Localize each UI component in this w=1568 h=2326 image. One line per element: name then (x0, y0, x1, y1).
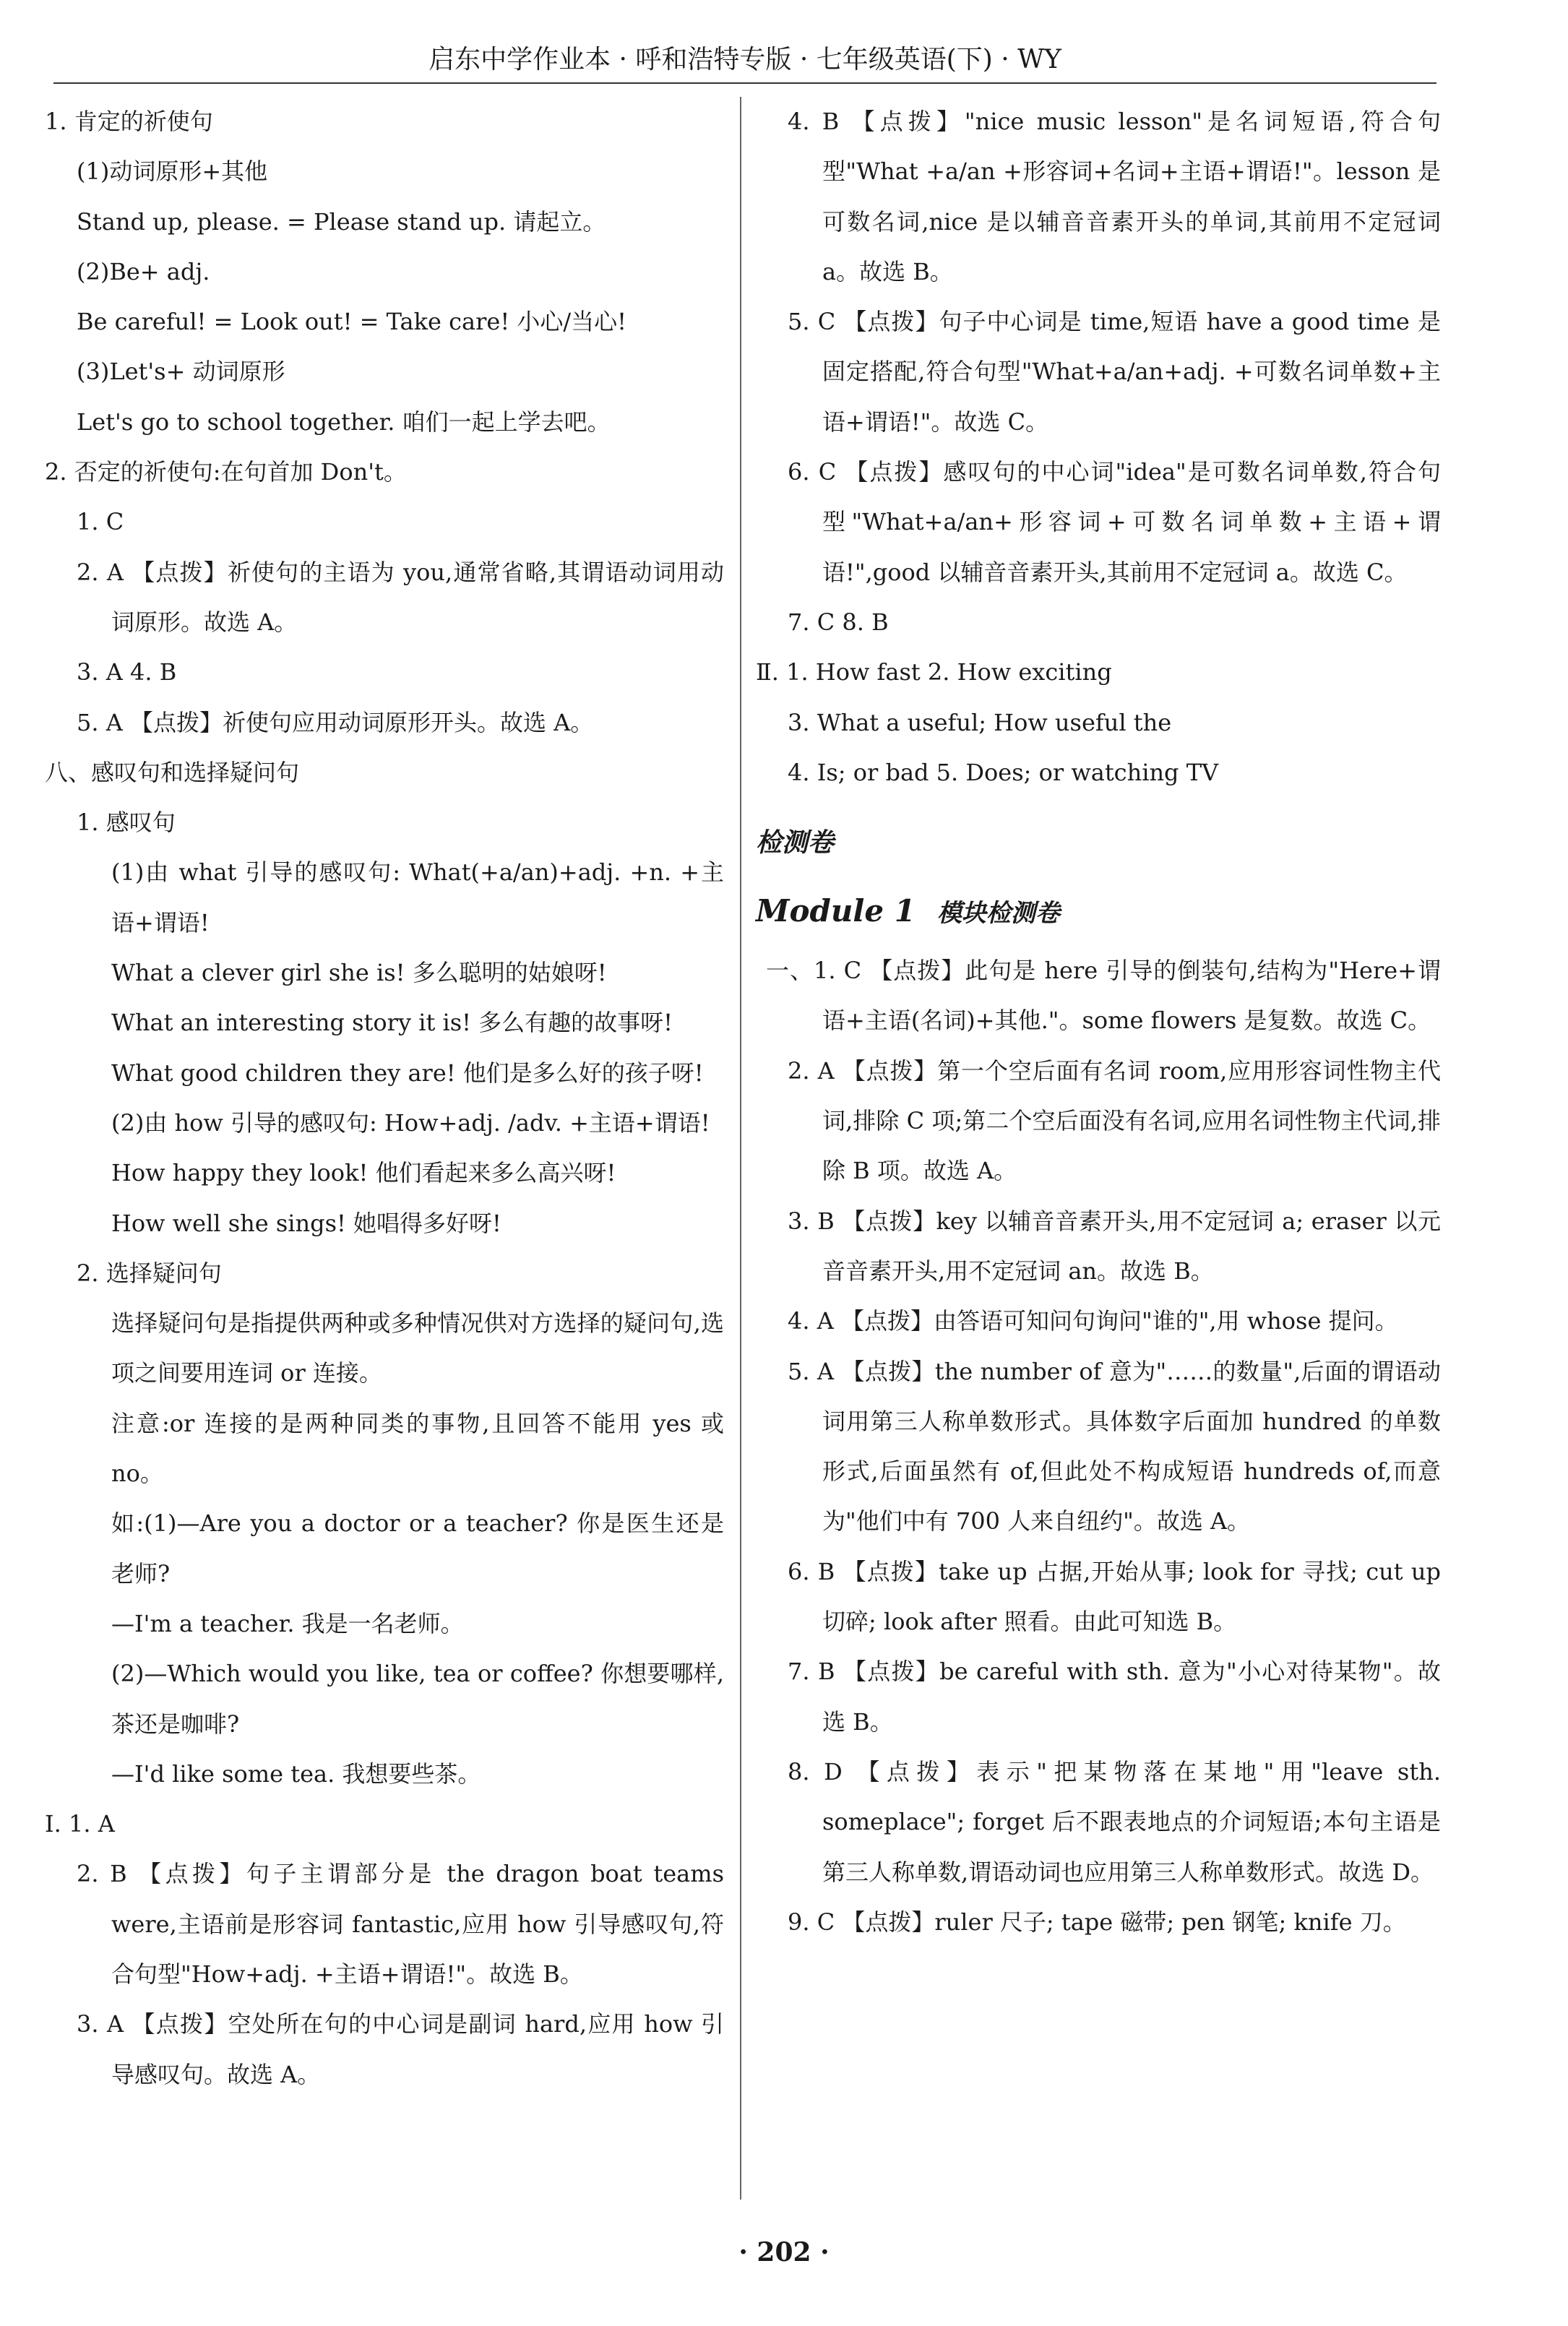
answer-item: Ⅰ. 1. A (45, 1810, 115, 1838)
text-line: (2)—Which would you like, tea or coffee? 你想要哪样,茶还是咖啡? (111, 1660, 724, 1738)
answer-item: 4. A 【点拨】由答语可知问句询问"谁的",用 whose 提问。 (788, 1307, 1398, 1335)
text-line: 2. 选择疑问句 (77, 1259, 222, 1287)
text-line: (1)由 what 引导的感叹句: What(+a/an)+adj. +n. +主语+谓语! (111, 858, 724, 936)
text-line: 注意:or 连接的是两种同类的事物,且回答不能用 yes 或 no。 (111, 1409, 724, 1488)
text-line: 2. 否定的祈使句:在句首加 Don't。 (45, 458, 407, 486)
answer-item: 7. B 【点拨】be careful with sth. 意为"小心对待某物"。故选 B。 (788, 1658, 1441, 1736)
text-line: Be careful! = Look out! = Take care! 小心/当心! (77, 308, 627, 336)
text-line: How happy they look! 他们看起来多么高兴呀! (111, 1159, 616, 1187)
text-line: (1)动词原形+其他 (77, 158, 268, 186)
text-line: Stand up, please. = Please stand up. 请起立。 (77, 207, 606, 236)
answer-item: Ⅱ. 1. How fast 2. How exciting (756, 658, 1112, 686)
module-name: Module 1 (756, 893, 916, 929)
text-line: What good children they are! 他们是多么好的孩子呀! (111, 1059, 704, 1087)
answer-item: 3. What a useful; How useful the (788, 708, 1172, 736)
module-subtitle: 模块检测卷 (936, 899, 1060, 929)
page-number: · 202 · (738, 2237, 830, 2267)
right-column (756, 97, 1441, 1947)
text-line: What an interesting story it is! 多么有趣的故事呀! (111, 1009, 673, 1037)
answer-item: 3. A 【点拨】空处所在句的中心词是副词 hard,应用 how 引导感叹句。故选 A。 (77, 2010, 724, 2088)
answer-item: 4. B 【点拨】"nice music lesson"是名词短语,符合句型"What +a/an +形容词+名词+主语+谓语!"。lesson 是可数名词,nice 是以辅音音素开头的单词,其前用不定冠词 a。故选 B。 (788, 108, 1441, 285)
text-line: —I'm a teacher. 我是一名老师。 (111, 1609, 464, 1637)
answer-item: 一、1. C 【点拨】此句是 here 引导的倒装句,结构为"Here+谓语+主语(名词)+其他."。some flowers 是复数。故选 C。 (766, 957, 1441, 1035)
text-line: How well she sings! 她唱得多好呀! (111, 1209, 501, 1237)
answer-item: 2. A 【点拨】第一个空后面有名词 room,应用形容词性物主代词,排除 C 项;第二个空后面没有名词,应用名词性物主代词,排除 B 项。故选 A。 (788, 1056, 1441, 1185)
answer-item: 2. A 【点拨】祈使句的主语为 you,通常省略,其谓语动词用动词原形。故选 A。 (77, 558, 724, 636)
text-line: —I'd like some tea. 我想要些茶。 (111, 1759, 481, 1788)
page-header: 启东中学作业本 · 呼和浩特专版 · 七年级英语(下) · WY (53, 38, 1436, 84)
answer-item: 3. A 4. B (77, 658, 177, 686)
answer-item: 8. D 【点拨】表示"把某物落在某地"用"leave sth. someplace"; forget 后不跟表地点的介词短语;本句主语是第三人称单数,谓语动词也应用第三人称单数形式。故选 D。 (788, 1757, 1441, 1886)
section-title: 检测卷 (756, 827, 835, 858)
answer-item: 6. C 【点拨】感叹句的中心词"idea"是可数名词单数,符合句型"What+a/an+形容词+可数名词单数+主语+谓语!",good 以辅音音素开头,其前用不定冠词 a。故选 C。 (788, 458, 1441, 586)
answer-item: 5. A 【点拨】the number of 意为"……的数量",后面的谓语动词用第三人称单数形式。具体数字后面加 hundred 的单数形式,后面虽然有 of,但此处不构成短语 hundreds of,而意为"他们中有 700 人来自纽约"。故选 A。 (788, 1357, 1441, 1535)
answer-item: 5. A 【点拨】祈使句应用动词原形开头。故选 A。 (77, 708, 594, 736)
module-title (756, 879, 1441, 946)
text-line: 选择疑问句是指提供两种或多种情况供对方选择的疑问句,选项之间要用连词 or 连接。 (111, 1309, 724, 1387)
column-divider (740, 97, 741, 2200)
section-heading: 八、感叹句和选择疑问句 (45, 758, 300, 786)
text-line: 1. 肯定的祈使句 (45, 108, 213, 135)
answer-item: 5. C 【点拨】句子中心词是 time,短语 have a good time 是固定搭配,符合句型"What+a/an+adj. +可数名词单数+主语+谓语!"。故选 C。 (788, 308, 1441, 436)
left-column (45, 97, 724, 2100)
text-line: (2)Be+ adj. (77, 257, 210, 285)
text-line: (2)由 how 引导的感叹句: How+adj. /adv. +主语+谓语! (111, 1108, 710, 1137)
answer-item: 2. B 【点拨】句子主谓部分是 the dragon boat teams were,主语前是形容词 fantastic,应用 how 引导感叹句,符合句型"How+adj. +主语+谓语!"。故选 B。 (77, 1860, 724, 1988)
text-line: Let's go to school together. 咱们一起上学去吧。 (77, 408, 611, 436)
answer-item: 7. C 8. B (788, 608, 889, 636)
text-line: (3)Let's+ 动词原形 (77, 358, 285, 386)
answer-item: 6. B 【点拨】take up 占据,开始从事; look for 寻找; cut up 切碎; look after 照看。由此可知选 B。 (788, 1557, 1441, 1636)
text-line: What a clever girl she is! 多么聪明的姑娘呀! (111, 959, 607, 987)
answer-item: 3. B 【点拨】key 以辅音音素开头,用不定冠词 a; eraser 以元音音素开头,用不定冠词 an。故选 B。 (788, 1207, 1441, 1285)
answer-item: 4. Is; or bad 5. Does; or watching TV (788, 758, 1219, 786)
answer-item: 9. C 【点拨】ruler 尺子; tape 磁带; pen 钢笔; knife 刀。 (788, 1908, 1406, 1936)
text-line: 1. 感叹句 (77, 809, 176, 837)
answer-item: 1. C (77, 508, 124, 536)
text-line: 如:(1)—Are you a doctor or a teacher? 你是医生还是老师? (111, 1509, 724, 1588)
